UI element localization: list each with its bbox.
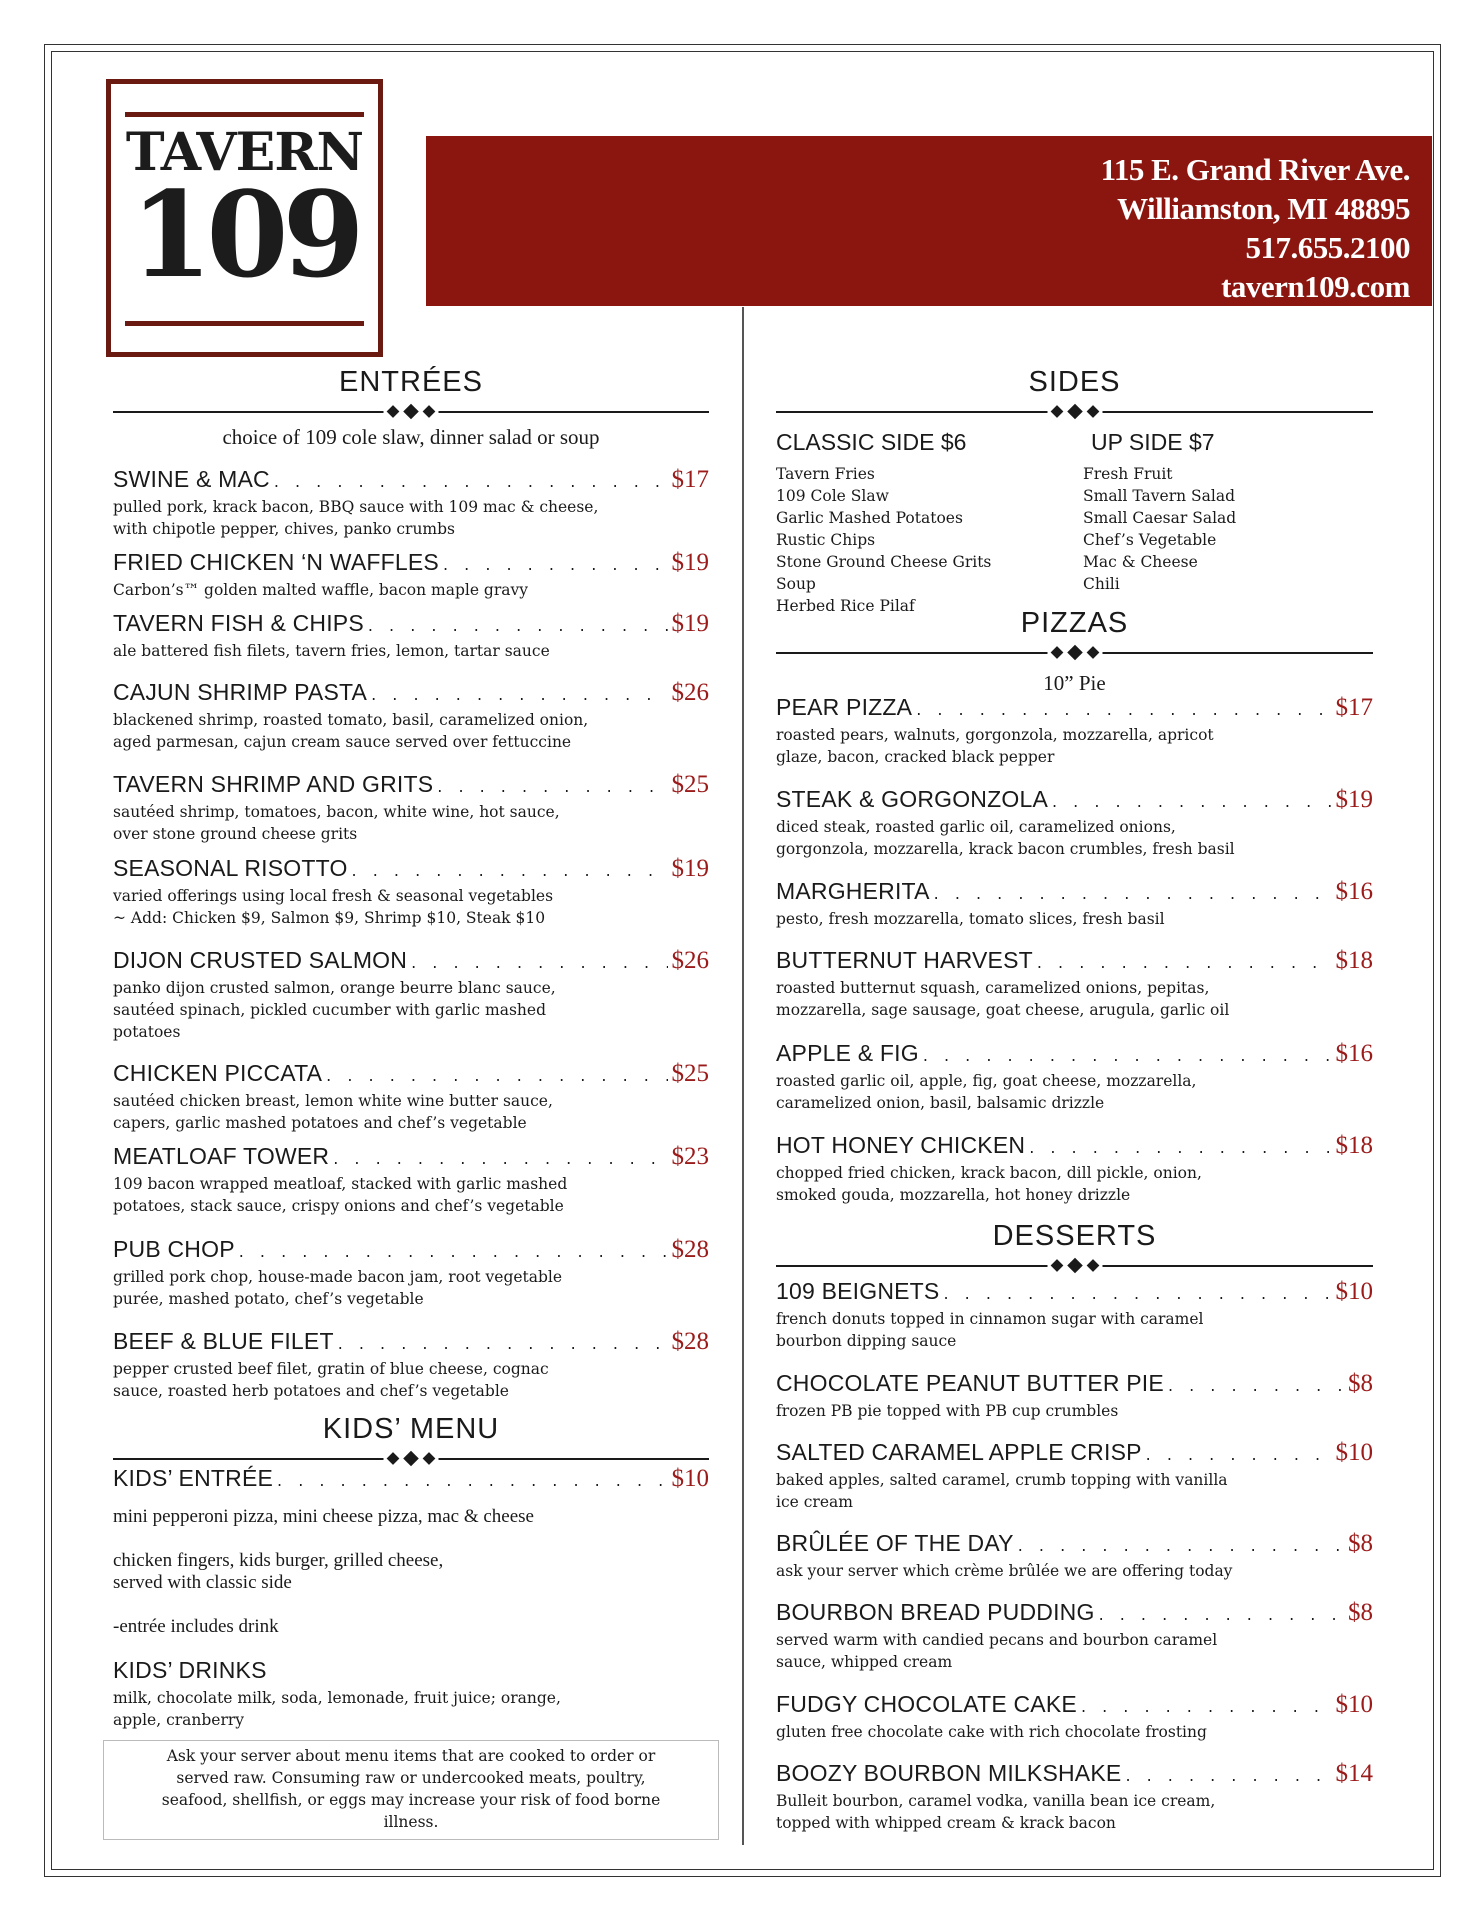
item-desc: Bulleit bourbon, caramel vodka, vanilla bean ice cream, bbox=[776, 1792, 1216, 1810]
item-price: $16 bbox=[1335, 878, 1373, 905]
item-desc: aged parmesan, cajun cream sauce served over fettuccine bbox=[113, 733, 572, 751]
item-desc: sautéed shrimp, tomatoes, bacon, white wine, hot sauce, bbox=[113, 803, 560, 821]
up-side-heading: UP SIDE $7 bbox=[1091, 429, 1215, 455]
item-price: $19 bbox=[1335, 786, 1373, 813]
item-desc: grilled pork chop, house-made bacon jam, root vegetable bbox=[113, 1268, 563, 1286]
dot-leader bbox=[1168, 1376, 1344, 1395]
item-price: $18 bbox=[1335, 1132, 1373, 1159]
dot-leader bbox=[1029, 1138, 1331, 1157]
item-name: CHOCOLATE PEANUT BUTTER PIE bbox=[776, 1370, 1164, 1396]
item-name: MEATLOAF TOWER bbox=[113, 1143, 330, 1169]
item-price: $10 bbox=[1335, 1278, 1373, 1305]
item-name: BOURBON BREAD PUDDING bbox=[776, 1599, 1095, 1625]
dot-leader bbox=[934, 884, 1332, 903]
dot-leader bbox=[1037, 953, 1332, 972]
side-item: Stone Ground Cheese Grits bbox=[776, 553, 992, 571]
logo-word: TAVERN bbox=[125, 122, 364, 183]
menu-item-tavern-fish-chips bbox=[113, 610, 709, 662]
item-price: $17 bbox=[671, 466, 709, 493]
menu-item-swine-mac bbox=[113, 466, 709, 540]
item-desc: baked apples, salted caramel, crumb topping with vanilla bbox=[776, 1471, 1228, 1489]
website: tavern109.com bbox=[1221, 269, 1410, 304]
notice-line-1: Ask your server about menu items that are cooked to order or bbox=[166, 1747, 656, 1765]
logo-number: 109 bbox=[130, 165, 359, 304]
dot-leader bbox=[916, 700, 1331, 719]
item-name: PEAR PIZZA bbox=[776, 694, 913, 720]
dot-leader bbox=[1146, 1445, 1332, 1464]
menu-item-kids-drinks bbox=[113, 1657, 709, 1731]
item-price: $17 bbox=[1335, 694, 1373, 721]
item-name: CAJUN SHRIMP PASTA bbox=[113, 679, 368, 705]
kids-entree-line-4: -entrée includes drink bbox=[113, 1616, 279, 1637]
side-item: Soup bbox=[776, 575, 816, 593]
column-divider bbox=[742, 307, 744, 1845]
entrees-divider bbox=[113, 406, 709, 418]
item-price: $26 bbox=[671, 947, 709, 974]
menu-item-109-beignets bbox=[776, 1278, 1373, 1352]
dot-leader bbox=[368, 616, 668, 635]
menu-item-pear-pizza bbox=[776, 694, 1373, 768]
item-desc: gorgonzola, mozzarella, krack bacon crumbles, fresh basil bbox=[776, 840, 1235, 858]
kids-entree-line-1: mini pepperoni pizza, mini cheese pizza, mac & cheese bbox=[113, 1506, 534, 1527]
dot-leader bbox=[333, 1149, 667, 1168]
side-item: Tavern Fries bbox=[776, 465, 875, 483]
item-name: CHICKEN PICCATA bbox=[113, 1060, 323, 1086]
notice-line-4: illness. bbox=[383, 1813, 439, 1831]
item-name: BEEF & BLUE FILET bbox=[113, 1328, 334, 1354]
side-item: Chili bbox=[1083, 575, 1120, 593]
item-price: $25 bbox=[671, 1060, 709, 1087]
up-side-list bbox=[1083, 463, 1236, 595]
kids-menu-divider bbox=[113, 1453, 709, 1465]
item-desc: ice cream bbox=[776, 1493, 853, 1511]
dot-leader bbox=[338, 1334, 668, 1353]
item-price: $10 bbox=[1335, 1439, 1373, 1466]
item-name: FRIED CHICKEN ‘N WAFFLES bbox=[113, 549, 439, 575]
item-name: MARGHERITA bbox=[776, 878, 930, 904]
dot-leader bbox=[411, 953, 667, 972]
dot-leader bbox=[923, 1046, 1332, 1065]
menu-item-hot-honey-chicken bbox=[776, 1132, 1373, 1206]
item-price: $28 bbox=[671, 1328, 709, 1355]
item-name: STEAK & GORGONZOLA bbox=[776, 786, 1048, 812]
item-desc: ask your server which crème brûlée we are offering today bbox=[776, 1562, 1233, 1580]
item-desc: frozen PB pie topped with PB cup crumbles bbox=[776, 1402, 1119, 1420]
item-name: APPLE & FIG bbox=[776, 1040, 919, 1066]
item-desc: ~ Add: Chicken $9, Salmon $9, Shrimp $10, Steak $10 bbox=[113, 909, 546, 927]
item-desc: varied offerings using local fresh & seasonal vegetables bbox=[113, 887, 554, 905]
menu-item-pub-chop bbox=[113, 1236, 709, 1310]
menu-item-bourbon-bread-pudding bbox=[776, 1599, 1373, 1673]
menu-item-br-l-e-of-the-day bbox=[776, 1530, 1373, 1582]
item-name: HOT HONEY CHICKEN bbox=[776, 1132, 1026, 1158]
dot-leader bbox=[277, 1471, 667, 1490]
item-desc: with chipotle pepper, chives, panko crumbs bbox=[113, 520, 455, 538]
item-desc: roasted butternut squash, caramelized onions, pepitas, bbox=[776, 979, 1210, 997]
kids-entree-line-3: served with classic side bbox=[113, 1572, 292, 1593]
item-desc: panko dijon crusted salmon, orange beurre blanc sauce, bbox=[113, 979, 556, 997]
item-desc: over stone ground cheese grits bbox=[113, 825, 358, 843]
item-desc: bourbon dipping sauce bbox=[776, 1332, 957, 1350]
dot-leader bbox=[443, 555, 668, 574]
item-name: SEASONAL RISOTTO bbox=[113, 855, 348, 881]
item-desc: ale battered fish filets, tavern fries, lemon, tartar sauce bbox=[113, 642, 550, 660]
pizzas-divider bbox=[776, 647, 1373, 659]
sides-divider bbox=[776, 406, 1373, 418]
menu-item-salted-caramel-apple-crisp bbox=[776, 1439, 1373, 1513]
item-price: $18 bbox=[1335, 947, 1373, 974]
item-name: TAVERN FISH & CHIPS bbox=[113, 610, 364, 636]
side-item: Rustic Chips bbox=[776, 531, 876, 549]
item-price: $10 bbox=[1335, 1691, 1373, 1718]
right-column bbox=[776, 0, 1373, 1920]
item-price: $10 bbox=[671, 1465, 709, 1492]
dot-leader bbox=[1052, 792, 1332, 811]
desserts-divider bbox=[776, 1260, 1373, 1272]
classic-side-heading: CLASSIC SIDE $6 bbox=[776, 429, 967, 455]
item-desc: potatoes bbox=[113, 1023, 181, 1041]
item-price: $14 bbox=[1335, 1760, 1373, 1787]
item-price: $8 bbox=[1348, 1599, 1373, 1626]
item-name: KIDS’ DRINKS bbox=[113, 1657, 267, 1683]
item-desc: glaze, bacon, cracked black pepper bbox=[776, 748, 1055, 766]
side-item: Small Caesar Salad bbox=[1083, 509, 1237, 527]
side-item: Chef’s Vegetable bbox=[1083, 531, 1217, 549]
notice-line-2: served raw. Consuming raw or undercooked meats, poultry, bbox=[176, 1769, 646, 1787]
item-desc: blackened shrimp, roasted tomato, basil, caramelized onion, bbox=[113, 711, 589, 729]
pizza-size-note: 10” Pie bbox=[1043, 671, 1106, 695]
item-price: $28 bbox=[671, 1236, 709, 1263]
pizzas-heading: PIZZAS bbox=[1020, 607, 1129, 639]
menu-item-beef-blue-filet bbox=[113, 1328, 709, 1402]
dot-leader bbox=[1081, 1697, 1332, 1716]
item-name: TAVERN SHRIMP AND GRITS bbox=[113, 771, 434, 797]
item-desc: sauce, whipped cream bbox=[776, 1653, 953, 1671]
item-name: SALTED CARAMEL APPLE CRISP bbox=[776, 1439, 1142, 1465]
dot-leader bbox=[437, 777, 667, 796]
menu-item-dijon-crusted-salmon bbox=[113, 947, 709, 1043]
address-line-2: Williamston, MI 48895 bbox=[1117, 191, 1410, 226]
menu-item-steak-gorgonzola bbox=[776, 786, 1373, 860]
item-desc: french donuts topped in cinnamon sugar with caramel bbox=[776, 1310, 1204, 1328]
sides-heading: SIDES bbox=[1028, 366, 1121, 398]
item-name: KIDS’ ENTRÉE bbox=[113, 1465, 274, 1491]
item-desc: roasted pears, walnuts, gorgonzola, mozzarella, apricot bbox=[776, 726, 1214, 744]
left-column bbox=[113, 0, 709, 1920]
menu-item-margherita bbox=[776, 878, 1373, 930]
kids-menu-heading: KIDS’ MENU bbox=[322, 1413, 500, 1445]
item-price: $8 bbox=[1348, 1370, 1373, 1397]
item-price: $23 bbox=[671, 1143, 709, 1170]
phone-number: 517.655.2100 bbox=[1245, 230, 1410, 265]
dot-leader bbox=[274, 472, 668, 491]
menu-item-butternut-harvest bbox=[776, 947, 1373, 1021]
item-desc: diced steak, roasted garlic oil, caramelized onions, bbox=[776, 818, 1176, 836]
dot-leader bbox=[371, 685, 667, 704]
item-desc: pepper crusted beef filet, gratin of blue cheese, cognac bbox=[113, 1360, 549, 1378]
item-price: $19 bbox=[671, 610, 709, 637]
side-item: Herbed Rice Pilaf bbox=[776, 597, 915, 615]
dot-leader bbox=[1125, 1766, 1331, 1785]
menu-item-meatloaf-tower bbox=[113, 1143, 709, 1217]
classic-side-list bbox=[776, 463, 991, 617]
item-desc: apple, cranberry bbox=[113, 1711, 245, 1729]
side-item: 109 Cole Slaw bbox=[776, 487, 889, 505]
item-desc: sautéed chicken breast, lemon white wine butter sauce, bbox=[113, 1092, 553, 1110]
item-price: $25 bbox=[671, 771, 709, 798]
address-line-1: 115 E. Grand River Ave. bbox=[1100, 152, 1410, 187]
item-desc: pulled pork, krack bacon, BBQ sauce with 109 mac & cheese, bbox=[113, 498, 599, 516]
side-item: Fresh Fruit bbox=[1083, 465, 1173, 483]
item-desc: smoked gouda, mozzarella, hot honey drizzle bbox=[776, 1186, 1131, 1204]
side-item: Mac & Cheese bbox=[1083, 553, 1198, 571]
side-item: Small Tavern Salad bbox=[1083, 487, 1236, 505]
dot-leader bbox=[1018, 1536, 1344, 1555]
item-desc: roasted garlic oil, apple, fig, goat cheese, mozzarella, bbox=[776, 1072, 1197, 1090]
dot-leader bbox=[1099, 1605, 1344, 1624]
menu-item-apple-fig bbox=[776, 1040, 1373, 1114]
item-name: PUB CHOP bbox=[113, 1236, 235, 1262]
menu-item-chicken-piccata bbox=[113, 1060, 709, 1134]
entrees-note: choice of 109 cole slaw, dinner salad or soup bbox=[222, 425, 600, 449]
notice-line-3: seafood, shellfish, or eggs may increase your risk of food borne bbox=[161, 1791, 661, 1809]
item-price: $16 bbox=[1335, 1040, 1373, 1067]
item-desc: pesto, fresh mozzarella, tomato slices, fresh basil bbox=[776, 910, 1165, 928]
menu-item-tavern-shrimp-and-grits bbox=[113, 771, 709, 845]
item-price: $19 bbox=[671, 855, 709, 882]
item-name: 109 BEIGNETS bbox=[776, 1278, 940, 1304]
menu-item-chocolate-peanut-butter-pie bbox=[776, 1370, 1373, 1422]
dot-leader bbox=[943, 1284, 1331, 1303]
menu-item-fudgy-chocolate-cake bbox=[776, 1691, 1373, 1743]
item-desc: purée, mashed potato, chef’s vegetable bbox=[113, 1290, 424, 1308]
item-desc: topped with whipped cream & krack bacon bbox=[776, 1814, 1116, 1832]
item-price: $26 bbox=[671, 679, 709, 706]
item-name: DIJON CRUSTED SALMON bbox=[113, 947, 408, 973]
item-name: BOOZY BOURBON MILKSHAKE bbox=[776, 1760, 1122, 1786]
menu-item-boozy-bourbon-milkshake bbox=[776, 1760, 1373, 1834]
item-desc: Carbon’s™ golden malted waffle, bacon maple gravy bbox=[113, 581, 529, 599]
item-name: BRÛLÉE OF THE DAY bbox=[776, 1530, 1014, 1556]
side-item: Garlic Mashed Potatoes bbox=[776, 509, 963, 527]
item-price: $8 bbox=[1348, 1530, 1373, 1557]
menu-item-cajun-shrimp-pasta bbox=[113, 679, 709, 753]
item-desc: sautéed spinach, pickled cucumber with garlic mashed bbox=[113, 1001, 546, 1019]
dot-leader bbox=[352, 861, 668, 880]
menu-item-kids-entree bbox=[113, 1465, 709, 1495]
item-desc: 109 bacon wrapped meatloaf, stacked with garlic mashed bbox=[113, 1175, 568, 1193]
desserts-heading: DESSERTS bbox=[992, 1220, 1157, 1252]
item-desc: served warm with candied pecans and bourbon caramel bbox=[776, 1631, 1218, 1649]
item-desc: caramelized onion, basil, balsamic drizzle bbox=[776, 1094, 1105, 1112]
dot-leader bbox=[239, 1242, 668, 1261]
item-desc: mozzarella, sage sausage, goat cheese, arugula, garlic oil bbox=[776, 1001, 1230, 1019]
item-name: FUDGY CHOCOLATE CAKE bbox=[776, 1691, 1077, 1717]
item-desc: milk, chocolate milk, soda, lemonade, fruit juice; orange, bbox=[113, 1689, 561, 1707]
menu-item-seasonal-risotto bbox=[113, 855, 709, 929]
kids-entree-line-2: chicken fingers, kids burger, grilled cheese, bbox=[113, 1550, 444, 1571]
item-desc: chopped fried chicken, krack bacon, dill pickle, onion, bbox=[776, 1164, 1202, 1182]
item-desc: gluten free chocolate cake with rich chocolate frosting bbox=[776, 1723, 1207, 1741]
item-price: $19 bbox=[671, 549, 709, 576]
item-desc: potatoes, stack sauce, crispy onions and chef’s vegetable bbox=[113, 1197, 564, 1215]
item-desc: capers, garlic mashed potatoes and chef’s vegetable bbox=[113, 1114, 527, 1132]
dot-leader bbox=[326, 1066, 667, 1085]
item-name: BUTTERNUT HARVEST bbox=[776, 947, 1033, 973]
food-safety-notice bbox=[103, 1740, 719, 1840]
item-desc: sauce, roasted herb potatoes and chef’s vegetable bbox=[113, 1382, 509, 1400]
item-name: SWINE & MAC bbox=[113, 466, 270, 492]
entrees-heading: ENTRÉES bbox=[339, 366, 483, 398]
menu-item-fried-chicken-n-waffles bbox=[113, 549, 709, 601]
